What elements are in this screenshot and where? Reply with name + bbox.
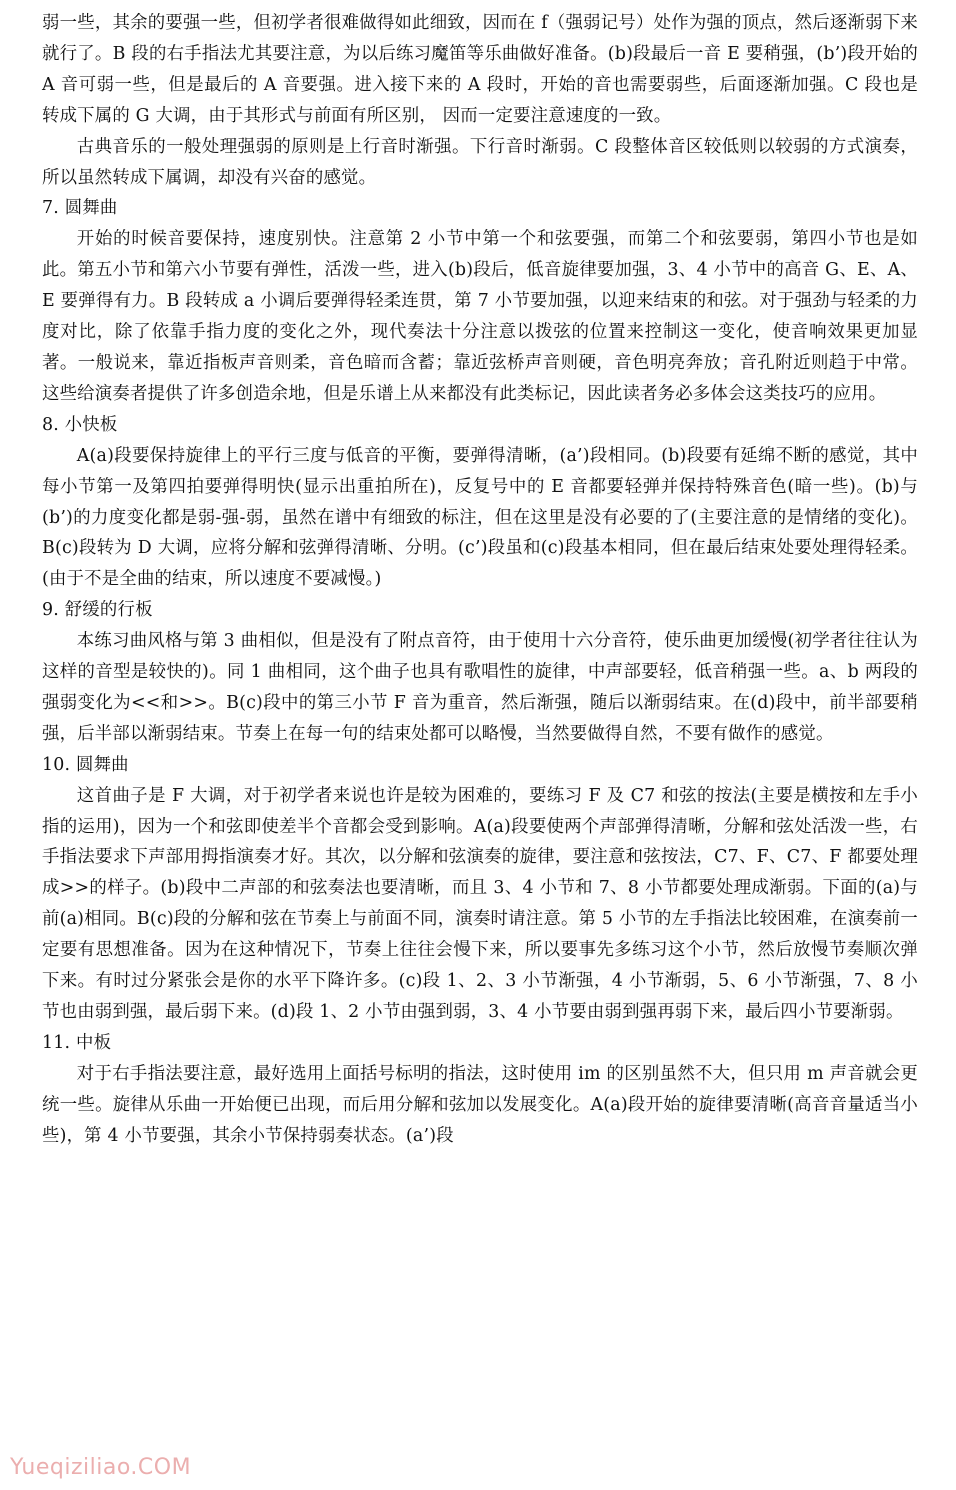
- section-heading: 9. 舒缓的行板: [42, 600, 153, 621]
- section-heading: 11. 中板: [42, 1032, 112, 1053]
- document-body: [42, 8, 918, 1152]
- paragraph: A(a)段要保持旋律上的平行三度与低音的平衡，要弹得清晰，(a’)段相同。(b)段要有延绵不断的感觉，其中每小节第一及第四拍要弹得明快(显示出重拍所在)，反复号中的 E 音都要轻弹并保持特殊音色(暗一些)。(b)与(b’)的力度变化都是弱-强-弱，虽然在谱中有细致的标注，但在这里是没有必要的了(主要注意的是情绪的变化)。B(c)段转为 D 大调，应将分解和弦弹得清晰、分明。(c’)段虽和(c)段基本相同，但在最后结束处要处理得轻柔。(由于不是全曲的结束，所以速度不要减慢。): [42, 445, 918, 590]
- paragraph: 弱一些，其余的要强一些，但初学者很难做得如此细致，因而在 f（强弱记号）处作为强的顶点，然后逐渐弱下来就行了。B 段的右手指法尤其要注意，为以后练习魔笛等乐曲做好准备。(b)段最后一音 E 要稍强，(b’)段开始的 A 音可弱一些，但是最后的 A 音要强。进入接下来的 A 段时，开始的音也需要弱些，后面逐渐加强。C 段也是转成下属的 G 大调，由于其形式与前面有所区别， 因而一定要注意速度的一致。: [42, 13, 918, 126]
- paragraph: 古典音乐的一般处理强弱的原则是上行音时渐强。下行音时渐弱。C 段整体音区较低则以较弱的方式演奏，所以虽然转成下属调，却没有兴奋的感觉。: [42, 136, 918, 188]
- section-heading: 7. 圆舞曲: [42, 198, 118, 219]
- section-heading: 8. 小快板: [42, 414, 118, 435]
- paragraph: 对于右手指法要注意，最好选用上面括号标明的指法，这时使用 im 的区别虽然不大，但只用 m 声音就会更统一些。旋律从乐曲一开始便已出现，而后用分解和弦加以发展变化。A(a)段开始的旋律要清晰(高音音量适当小些)，第 4 小节要强，其余小节保持弱奏状态。(a’)段: [42, 1063, 918, 1146]
- watermark-logo: Yueqiziliao.COM: [10, 1455, 192, 1480]
- paragraph: 这首曲子是 F 大调，对于初学者来说也许是较为困难的，要练习 F 及 C7 和弦的按法(主要是横按和左手小指的运用)，因为一个和弦即使差半个音都会受到影响。A(a)段要使两个声部弹得清晰，分解和弦处活泼一些，右手指法要求下声部用拇指演奏才好。其次，以分解和弦演奏的旋律，要注意和弦按法，C7、F、C7、F 都要处理成>>的样子。(b)段中二声部的和弦奏法也要清晰，而且 3、4 小节和 7、8 小节都要处理成渐弱。下面的(a)与前(a)相同。B(c)段的分解和弦在节奏上与前面不同，演奏时请注意。第 5 小节的左手指法比较困难，在演奏前一定要有思想准备。因为在这种情况下，节奏上往往会慢下来，所以要事先多练习这个小节，然后放慢节奏顺次弹下来。有时过分紧张会是你的水平下降许多。(c)段 1、2、3 小节渐强，4 小节渐弱，5、6 小节渐强，7、8 小节也由弱到强，最后弱下来。(d)段 1、2 小节由强到弱，3、4 小节要由弱到强再弱下来，最后四小节要渐弱。: [42, 785, 918, 1022]
- section-heading: 10. 圆舞曲: [42, 754, 129, 775]
- paragraph: 本练习曲风格与第 3 曲相似，但是没有了附点音符，由于使用十六分音符，使乐曲更加缓慢(初学者往往认为这样的音型是较快的)。同 1 曲相同，这个曲子也具有歌唱性的旋律，中声部要轻，低音稍强一些。a、b 两段的强弱变化为<<和>>。B(c)段中的第三小节 F 音为重音，然后渐强，随后以渐弱结束。在(d)段中，前半部要稍强，后半部以渐弱结束。节奏上在每一句的结束处都可以略慢，当然要做得自然，不要有做作的感觉。: [42, 631, 918, 744]
- paragraph: 开始的时候音要保持，速度别快。注意第 2 小节中第一个和弦要强，而第二个和弦要弱，第四小节也是如此。第五小节和第六小节要有弹性，活泼一些，进入(b)段后，低音旋律要加强，3、4 小节中的高音 G、E、A、E 要弹得有力。B 段转成 a 小调后要弹得轻柔连贯，第 7 小节要加强，以迎来结束的和弦。对于强劲与轻柔的力度对比，除了依靠手指力度的变化之外，现代奏法十分注意以拨弦的位置来控制这一变化，使音响效果更加显著。一般说来，靠近指板声音则柔，音色暗而含蓄；靠近弦桥声音则硬，音色明亮奔放；音孔附近则趋于中常。这些给演奏者提供了许多创造余地，但是乐谱上从来都没有此类标记，因此读者务必多体会这类技巧的应用。: [42, 229, 918, 404]
